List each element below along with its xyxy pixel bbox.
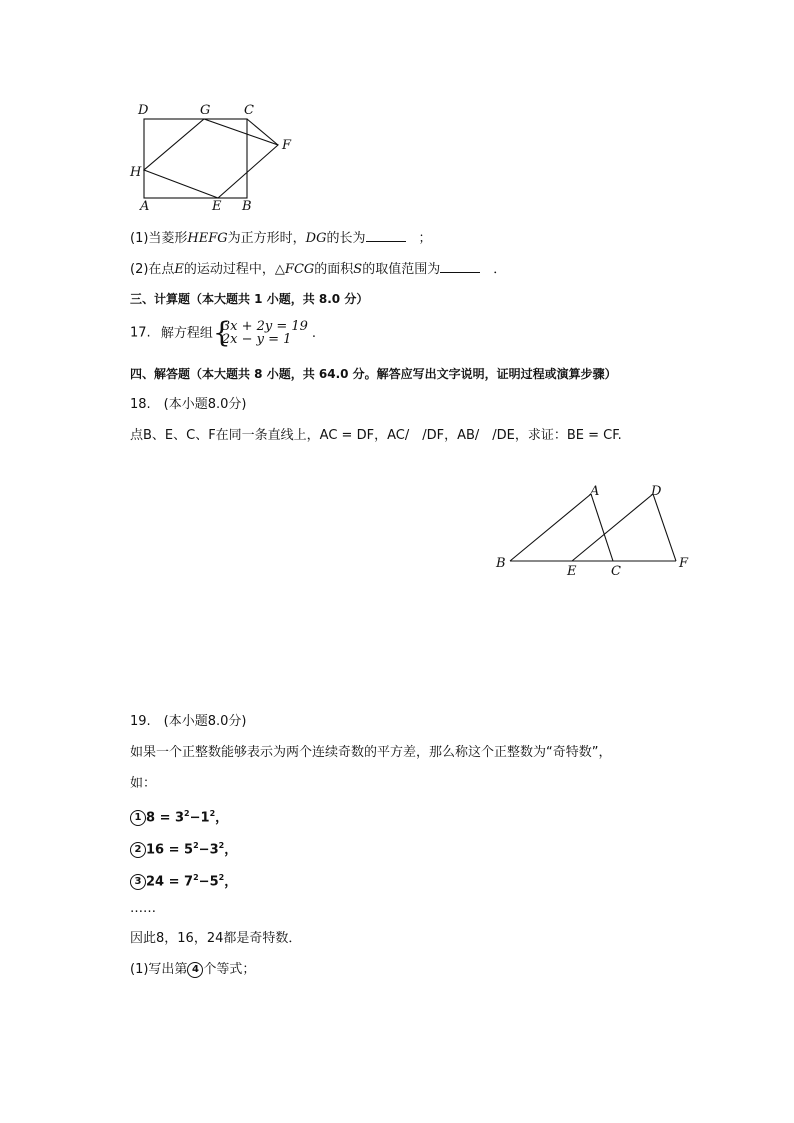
segment-ac: [591, 494, 613, 561]
q16-part2-mid2: 的面积: [314, 262, 354, 277]
q17-eq2: 2x − y = 1: [221, 332, 292, 347]
q19-intro: 如果一个正整数能够表示为两个连续奇数的平方差，那么称这个正整数为“奇特数”，: [130, 745, 612, 760]
q16-s: S: [353, 262, 363, 277]
q19-header: 19. (本小题8.0分): [130, 714, 247, 729]
equation-system: [212, 316, 308, 349]
q16-part2-suffix: 的取值范围为: [362, 262, 441, 277]
label-e: E: [212, 199, 222, 214]
q16-part1-suffix: 的长为: [326, 231, 366, 246]
segment-de: [572, 494, 653, 561]
answer-blank[interactable]: [440, 260, 480, 273]
rhombus-hefg: [144, 119, 278, 198]
eq-sup: 2: [193, 873, 199, 882]
segment-cf: [247, 119, 278, 145]
brace-icon: {: [212, 316, 231, 349]
label-b: B: [496, 556, 506, 571]
q19-eq3: [130, 869, 237, 891]
eq-end: ，: [224, 874, 238, 890]
q19-part1-prefix: (1)写出第: [130, 962, 188, 977]
segment-ab: [510, 494, 591, 561]
q16-part2: [130, 260, 506, 279]
q19-ellipsis: ……: [130, 901, 156, 916]
circled-number: 2: [130, 842, 146, 858]
q16-e: E: [174, 262, 184, 277]
label-c: C: [611, 564, 621, 579]
label-d: D: [651, 484, 662, 499]
q19-ru: 如：: [130, 776, 157, 791]
q17-number: 17.: [130, 325, 151, 341]
circled-number: 3: [130, 874, 146, 890]
label-a: A: [590, 484, 600, 499]
q16-part2-prefix: (2)在点: [130, 262, 175, 277]
q18-header: 18. (本小题8.0分): [130, 397, 247, 412]
q19-part1-suffix: 个等式；: [203, 962, 256, 977]
q16-part1: [130, 229, 432, 248]
q16-dg: DG: [305, 231, 327, 246]
eq-sup: 2: [209, 809, 216, 818]
q16-hefg: HEFG: [187, 231, 228, 246]
label-f: F: [679, 556, 689, 571]
q16-part2-mid1: 的运动过程中，△: [183, 262, 285, 277]
circled-number: 4: [187, 962, 203, 978]
segment-df: [653, 494, 676, 561]
label-a: A: [140, 199, 150, 214]
q16-fcg: FCG: [284, 262, 315, 277]
label-f: F: [282, 138, 292, 153]
circled-number: 1: [130, 810, 146, 826]
q16-part1-prefix: (1)当菱形: [130, 231, 188, 246]
eq-mid: −1: [189, 810, 210, 826]
q16-part2-end: ．: [493, 262, 507, 277]
eq-text: 8 = 3: [146, 810, 185, 826]
eq-mid: −5: [198, 874, 219, 890]
q19-eq1: [130, 805, 228, 827]
eq-sup: 2: [218, 841, 225, 850]
eq-text: 16 = 5: [146, 842, 194, 858]
label-b: B: [242, 199, 252, 214]
q19-eq2: [130, 837, 237, 859]
rhombus-figure: [126, 100, 306, 215]
q17: [130, 316, 317, 349]
eq-end: ，: [215, 810, 229, 826]
q17-eq1: 3x + 2y = 19: [221, 319, 308, 334]
answer-blank[interactable]: [366, 229, 406, 242]
q17-end: .: [311, 325, 317, 341]
eq-sup: 2: [193, 841, 199, 850]
section-4-heading: 四、解答题（本大题共 8 小题，共 64.0 分。解答应写出文字说明，证明过程或演算步骤）: [130, 367, 617, 381]
label-h: H: [130, 165, 142, 180]
q19-part1: [130, 961, 255, 979]
q16-part1-mid: 为正方形时，: [227, 231, 306, 246]
q18-text: 点B、E、C、F在同一条直线上，AC = DF，AC/ /DF，AB/ /DE，求证：BE = CF.: [130, 428, 622, 443]
label-e: E: [567, 564, 577, 579]
label-g: G: [200, 103, 211, 118]
eq-mid: −3: [198, 842, 219, 858]
label-d: D: [138, 103, 149, 118]
q17-text: 解方程组: [160, 325, 213, 341]
eq-sup: 2: [184, 809, 190, 818]
label-c: C: [244, 103, 254, 118]
section-3-heading: 三、计算题（本大题共 1 小题，共 8.0 分）: [130, 292, 369, 306]
q16-part1-end: ；: [418, 231, 432, 246]
eq-text: 24 = 7: [146, 874, 194, 890]
eq-sup: 2: [218, 873, 225, 882]
eq-end: ，: [224, 842, 238, 858]
triangles-figure: [490, 480, 700, 580]
q19-conclusion: 因此8，16，24都是奇特数．: [130, 931, 302, 946]
